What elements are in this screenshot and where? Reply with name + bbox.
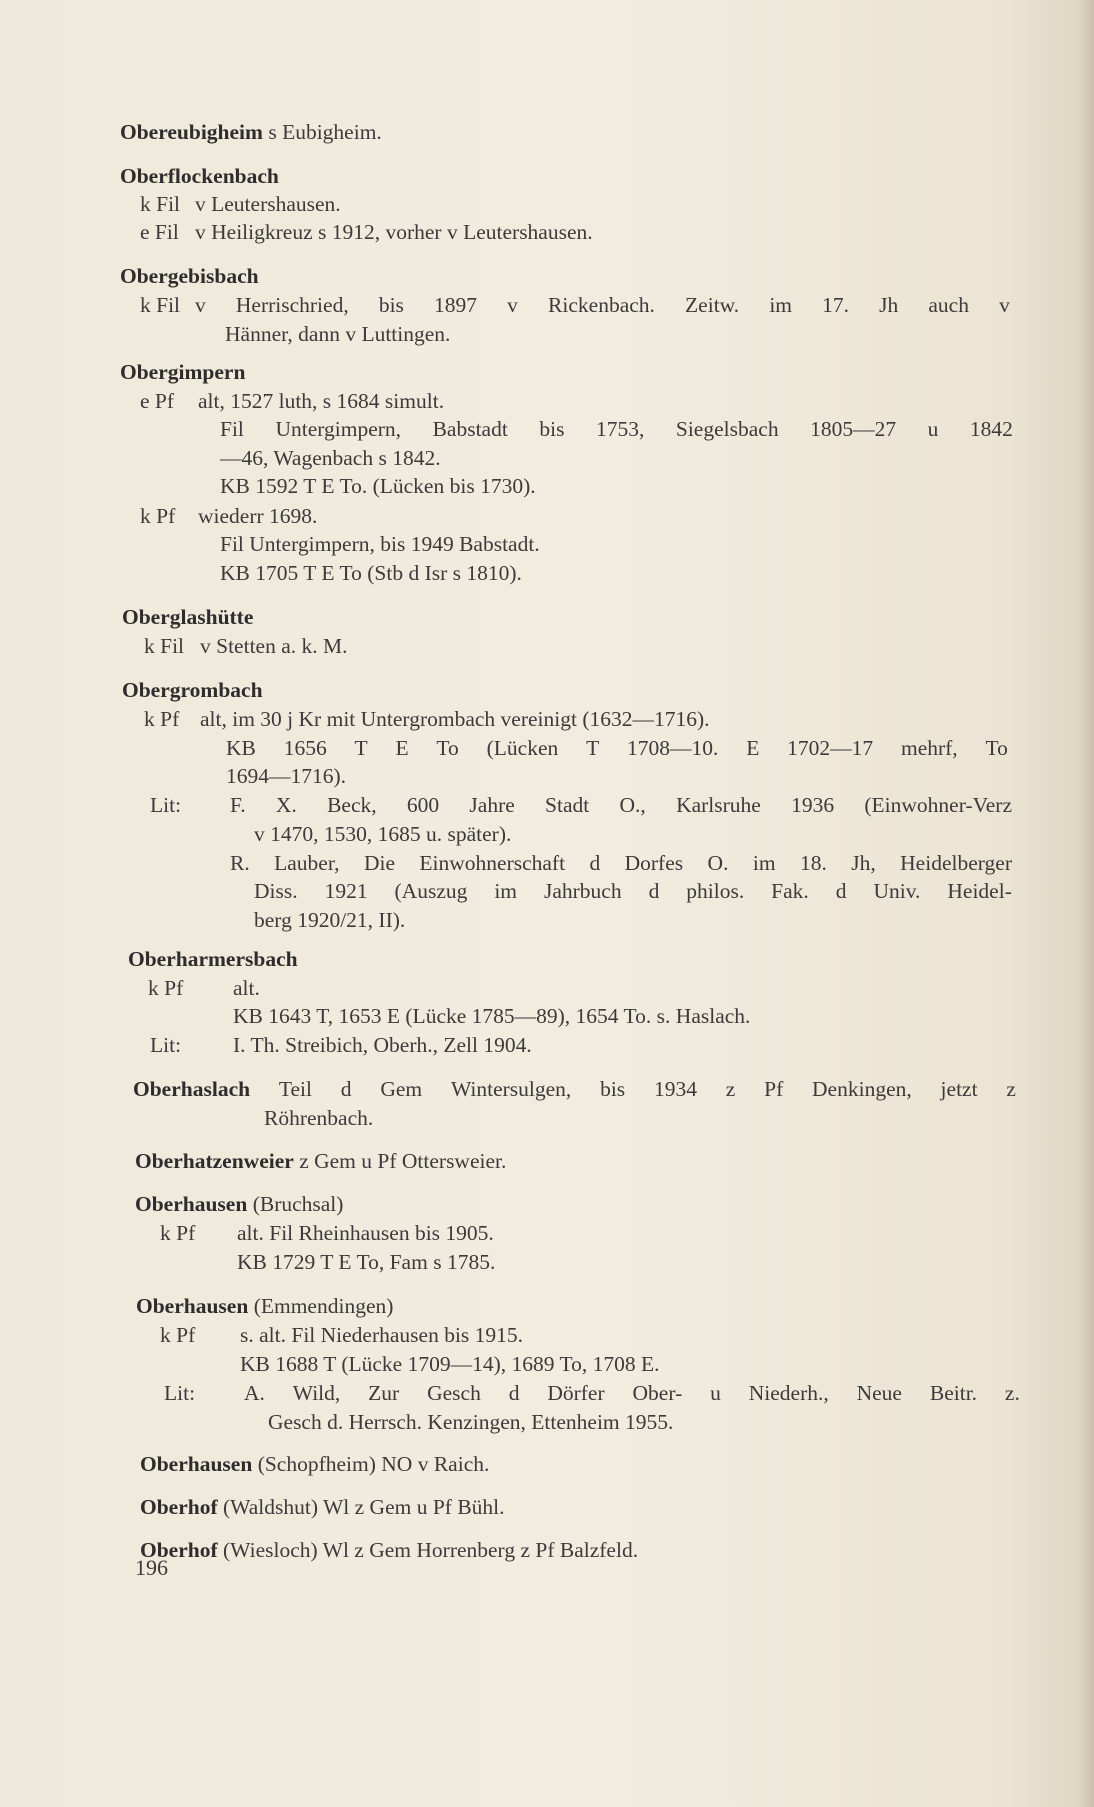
- word: Die: [363, 851, 395, 875]
- word: 1656: [283, 736, 327, 760]
- word: 1708—10.: [627, 736, 719, 760]
- entry-heading-line: [122, 676, 263, 704]
- word: Rickenbach.: [548, 293, 655, 317]
- word: E: [395, 736, 409, 760]
- place-name: Oberglashütte: [122, 605, 254, 629]
- word: jetzt: [940, 1077, 978, 1101]
- entry-text: (Emmendingen): [248, 1294, 394, 1318]
- entry-label: k Pf: [144, 707, 180, 731]
- entry-label: Lit:: [150, 1033, 182, 1057]
- entry-text-line: Hänner, dann v Luttingen.: [225, 322, 451, 346]
- entry-text-line: alt, im 30 j Kr mit Untergrombach vereinigt (1632—1716).: [200, 707, 710, 731]
- entry-text-line: [226, 734, 1008, 762]
- word: Wild,: [292, 1381, 341, 1405]
- entry-label: e Fil: [140, 220, 179, 244]
- place-name: Oberharmersbach: [128, 947, 298, 971]
- entry-label: k Fil: [140, 293, 181, 317]
- entry-text-line: Fil Untergimpern, bis 1949 Babstadt.: [220, 532, 540, 556]
- word: im: [752, 851, 776, 875]
- word: Stadt: [545, 793, 590, 817]
- word: Dörfer: [547, 1381, 605, 1405]
- word: Babstadt: [432, 417, 508, 441]
- entry-heading-line: [133, 1075, 1016, 1103]
- word: auch: [928, 293, 969, 317]
- word: Einwohnerschaft: [419, 851, 566, 875]
- word: mehrf,: [900, 736, 958, 760]
- entry-label: k Fil: [144, 634, 185, 658]
- entry-text: z Gem u Pf Ottersweier.: [293, 1149, 507, 1173]
- entry-text-line: KB 1688 T (Lücke 1709—14), 1689 To, 1708 E.: [240, 1352, 660, 1376]
- entry-label: k Pf: [160, 1323, 196, 1347]
- word: bis: [539, 417, 565, 441]
- entry-heading-line: [135, 1147, 506, 1175]
- word: Heidel-: [947, 879, 1012, 903]
- entry-label: e Pf: [140, 389, 175, 413]
- word: 1921: [324, 879, 368, 903]
- entry-label: k Pf: [148, 976, 184, 1000]
- place-name: Oberflockenbach: [120, 164, 279, 188]
- place-name: Obergrombach: [122, 678, 263, 702]
- word: Denkingen,: [812, 1077, 912, 1101]
- word: (Lücken: [486, 736, 559, 760]
- entry-text-line: alt, 1527 luth, s 1684 simult.: [198, 389, 445, 413]
- word: O.,: [619, 793, 646, 817]
- word: Dorfes: [624, 851, 684, 875]
- entry-text-line: v Leutershausen.: [195, 192, 341, 216]
- word: d: [340, 1077, 352, 1101]
- entry-text: (Bruchsal): [247, 1192, 344, 1216]
- word: Jahrbuch: [543, 879, 622, 903]
- word: bis: [378, 293, 404, 317]
- page-number: 196: [135, 1555, 168, 1580]
- word: 1805—27: [810, 417, 897, 441]
- word: 18.: [799, 851, 827, 875]
- entry-text-line: Gesch d. Herrsch. Kenzingen, Ettenheim 1955.: [268, 1410, 674, 1434]
- entry-text-line: [254, 877, 1012, 905]
- word: z.: [1004, 1381, 1020, 1405]
- entry-text-line: v Stetten a. k. M.: [200, 634, 348, 658]
- word: Heidelberger: [900, 851, 1012, 875]
- word: Lauber,: [274, 851, 340, 875]
- entry-heading-line: [140, 1450, 489, 1478]
- place-name: Oberhausen: [140, 1452, 253, 1476]
- word: d: [835, 879, 847, 903]
- word: Siegelsbach: [675, 417, 779, 441]
- word: 1897: [434, 293, 478, 317]
- word: Gesch: [427, 1381, 481, 1405]
- entry-heading-line: [140, 1536, 638, 1564]
- word: v: [999, 293, 1010, 317]
- word: im: [769, 293, 793, 317]
- entry-label: k Pf: [140, 504, 176, 528]
- word: 600: [406, 793, 440, 817]
- word: d: [648, 879, 660, 903]
- word: KB: [226, 736, 256, 760]
- entry-heading-line: [120, 118, 382, 146]
- word: Neue: [856, 1381, 902, 1405]
- entry-label: Lit:: [164, 1381, 196, 1405]
- word: Univ.: [873, 879, 921, 903]
- word: F.: [230, 793, 246, 817]
- word: Herrischried,: [235, 293, 349, 317]
- entry-text-line: KB 1643 T, 1653 E (Lücke 1785—89), 1654 To. s. Haslach.: [233, 1004, 751, 1028]
- word: Zur: [368, 1381, 400, 1405]
- word: To: [985, 736, 1008, 760]
- word: Wintersulgen,: [450, 1077, 572, 1101]
- word: T: [354, 736, 368, 760]
- entry-text-line: Röhrenbach.: [264, 1106, 374, 1130]
- entry-text: (Schopfheim) NO v Raich.: [252, 1452, 490, 1476]
- entry-label: Lit:: [150, 793, 182, 817]
- entry-text-line: berg 1920/21, II).: [254, 908, 406, 932]
- entry-text-line: s. alt. Fil Niederhausen bis 1915.: [240, 1323, 524, 1347]
- word: Untergimpern,: [275, 417, 402, 441]
- place-name: Obergebisbach: [120, 264, 259, 288]
- entry-text-line: KB 1705 T E To (Stb d Isr s 1810).: [220, 561, 522, 585]
- place-name: Oberhof: [140, 1538, 218, 1562]
- place-name: Oberhof: [140, 1495, 218, 1519]
- word: 1936: [791, 793, 835, 817]
- entry-heading-line: [120, 162, 279, 190]
- entry-label: k Fil: [140, 192, 181, 216]
- word: u: [927, 417, 939, 441]
- word: 1702—17: [787, 736, 874, 760]
- word: Jahre: [469, 793, 515, 817]
- entry-text: s Eubigheim.: [262, 120, 382, 144]
- place-name: Obergimpern: [120, 360, 246, 384]
- word: d: [589, 851, 601, 875]
- word: Beitr.: [929, 1381, 978, 1405]
- entry-heading-line: [128, 945, 298, 973]
- word: (Einwohner-Verz: [864, 793, 1012, 817]
- word: Gem: [380, 1077, 423, 1101]
- entry-heading-line: [136, 1292, 393, 1320]
- word: 17.: [822, 293, 850, 317]
- word: Oberhaslach: [133, 1077, 251, 1101]
- word: Teil: [278, 1077, 312, 1101]
- entry-heading-line: [140, 1493, 505, 1521]
- word: Beck,: [327, 793, 377, 817]
- entry-heading-line: [120, 262, 259, 290]
- entry-text-line: [244, 1379, 1020, 1407]
- word: Jh: [879, 293, 899, 317]
- entry-text-line: I. Th. Streibich, Oberh., Zell 1904.: [233, 1033, 532, 1057]
- word: d: [508, 1381, 520, 1405]
- place-name: Oberhausen: [135, 1192, 248, 1216]
- entry-text-line: v 1470, 1530, 1685 u. später).: [254, 822, 512, 846]
- entry-heading-line: [122, 603, 253, 631]
- place-name: Oberhatzenweier: [135, 1149, 294, 1173]
- word: 1934: [653, 1077, 697, 1101]
- word: Niederh.,: [748, 1381, 829, 1405]
- entry-text-line: KB 1592 T E To. (Lücken bis 1730).: [220, 474, 536, 498]
- word: v: [507, 293, 518, 317]
- entry-heading-line: [120, 358, 245, 386]
- page-edge-shadow: [1078, 0, 1094, 1807]
- entry-label: k Pf: [160, 1221, 196, 1245]
- word: Zeitw.: [685, 293, 740, 317]
- word: v: [195, 293, 206, 317]
- entry-text-line: [220, 415, 1013, 443]
- word: philos.: [686, 879, 745, 903]
- word: im: [494, 879, 518, 903]
- entry-text-line: v Heiligkreuz s 1912, vorher v Leutershausen.: [195, 220, 593, 244]
- entry-text-line: KB 1729 T E To, Fam s 1785.: [237, 1250, 496, 1274]
- entry-text-line: alt.: [233, 976, 260, 1000]
- entry-text-line: 1694—1716).: [226, 764, 347, 788]
- word: T: [586, 736, 600, 760]
- word: R.: [230, 851, 250, 875]
- word: 1842: [969, 417, 1013, 441]
- word: A.: [244, 1381, 265, 1405]
- word: Karlsruhe: [676, 793, 761, 817]
- entry-text: (Waldshut) Wl z Gem u Pf Bühl.: [217, 1495, 505, 1519]
- word: Fak.: [771, 879, 809, 903]
- word: (Auszug: [394, 879, 468, 903]
- word: Fil: [220, 417, 244, 441]
- entry-heading-line: [135, 1190, 343, 1218]
- word: O.: [707, 851, 729, 875]
- entry-text-line: [195, 291, 1010, 319]
- word: 1753,: [595, 417, 645, 441]
- entry-text-line: [230, 849, 1012, 877]
- word: To: [436, 736, 459, 760]
- entry-text: (Wiesloch) Wl z Gem Horrenberg z Pf Balzfeld.: [217, 1538, 639, 1562]
- word: Jh,: [851, 851, 876, 875]
- entry-text-line: alt. Fil Rheinhausen bis 1905.: [237, 1221, 494, 1245]
- word: Ober-: [632, 1381, 683, 1405]
- word: z: [725, 1077, 736, 1101]
- entry-text-line: —46, Wagenbach s 1842.: [220, 446, 441, 470]
- word: z: [1006, 1077, 1016, 1101]
- entry-text-line: wiederr 1698.: [198, 504, 318, 528]
- word: Pf: [764, 1077, 784, 1101]
- entry-text-line: [230, 791, 1012, 819]
- word: X.: [275, 793, 297, 817]
- word: u: [710, 1381, 721, 1405]
- word: E: [746, 736, 760, 760]
- place-name: Oberhausen: [136, 1294, 249, 1318]
- place-name: Obereubigheim: [120, 120, 263, 144]
- word: bis: [600, 1077, 626, 1101]
- word: Diss.: [254, 879, 298, 903]
